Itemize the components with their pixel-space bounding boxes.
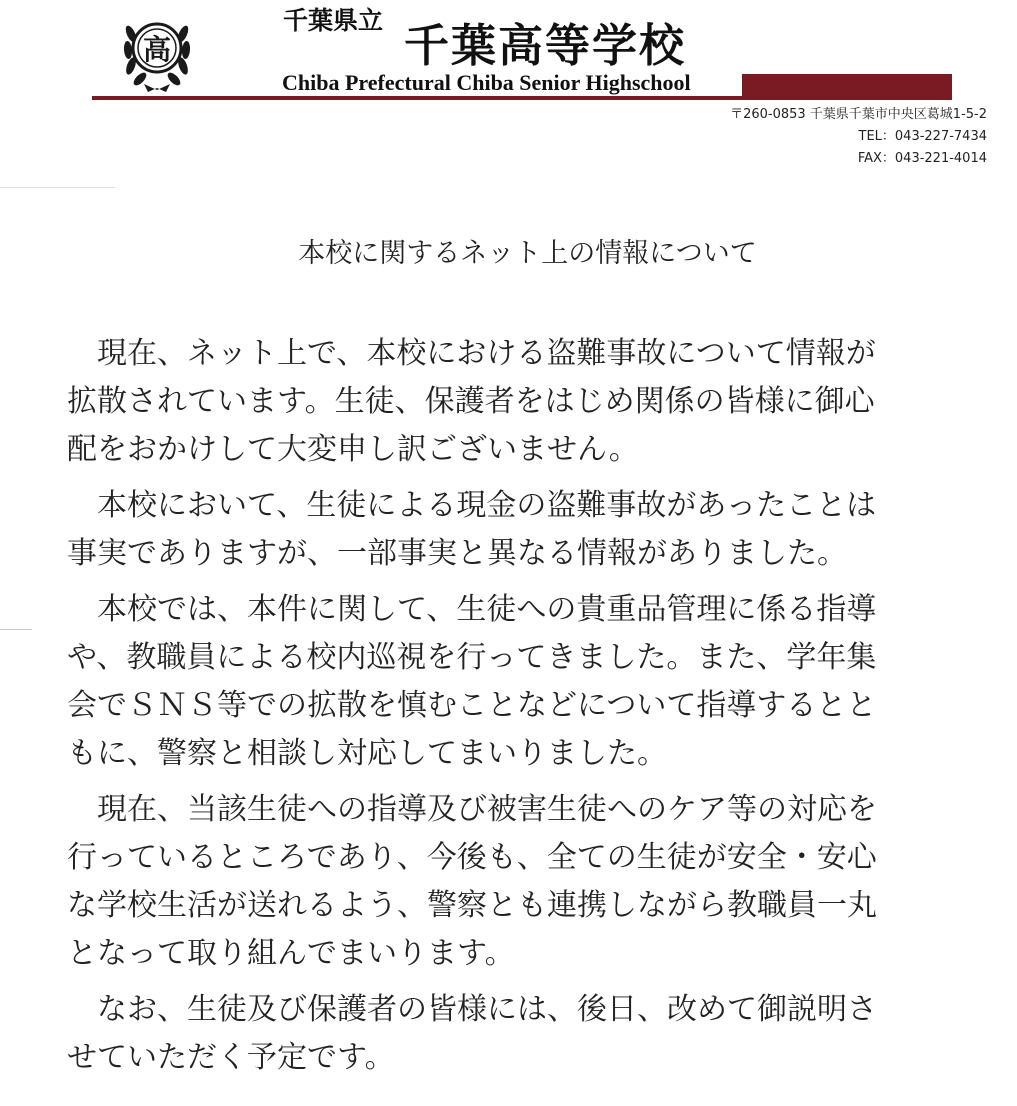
paragraph xyxy=(67,330,972,474)
text-line: せていただく予定です。 xyxy=(67,1040,395,1075)
emblem-character: 高 xyxy=(142,33,172,66)
text-line: 行っているところであり、今後も、全ての生徒が安全・安心 xyxy=(67,840,877,875)
prefecture-label: 千葉県立 xyxy=(283,6,384,35)
text-line: 配をおかけして大変申し訳ございません。 xyxy=(67,432,639,467)
school-name-english: Chiba Prefectural Chiba Senior Highschool xyxy=(282,70,691,95)
text-line: なお、生徒及び保護者の皆様には、後日、改めて御説明さ xyxy=(67,992,877,1027)
document-title: 本校に関するネット上の情報について xyxy=(298,238,757,269)
text-line: な学校生活が送れるよう、警察とも連携しながら教職員一丸 xyxy=(67,888,877,923)
paragraph xyxy=(67,586,972,778)
document-body xyxy=(67,330,972,1090)
fax-text: FAX：043-221-4014 xyxy=(857,151,987,166)
text-line: 本校では、本件に関して、生徒への貴重品管理に係る指導 xyxy=(67,592,877,627)
paragraph xyxy=(67,986,972,1082)
banner-strip xyxy=(742,74,952,96)
text-line: や、教職員による校内巡視を行ってきました。また、学年集 xyxy=(67,640,877,675)
text-line: もに、警察と相談し対応してまいりました。 xyxy=(67,736,667,771)
divider-line xyxy=(0,629,32,630)
text-line: 拡散されています。生徒、保護者をはじめ関係の皆様に御心 xyxy=(67,384,875,419)
text-line: となって取り組んでまいります。 xyxy=(67,936,515,971)
text-line: 現在、当該生徒への指導及び被害生徒へのケア等の対応を xyxy=(67,792,877,827)
school-emblem-icon xyxy=(122,4,192,92)
paragraph xyxy=(67,482,972,578)
page-header xyxy=(0,0,1017,180)
contact-info xyxy=(730,104,987,170)
school-name: 千葉高等学校 xyxy=(404,19,687,72)
tel-text: TEL：043-227-7434 xyxy=(858,129,987,144)
text-line: 現在、ネット上で、本校における盗難事故について情報が xyxy=(67,336,876,371)
text-line: 事実でありますが、一部事実と異なる情報がありました。 xyxy=(67,536,847,571)
address-text: 〒260-0853 千葉県千葉市中央区葛城1-5-2 xyxy=(730,107,987,122)
paragraph xyxy=(67,786,972,978)
text-line: 会でＳＮＳ等での拡散を慎むことなどについて指導するとと xyxy=(67,688,877,723)
divider-line xyxy=(0,187,115,188)
text-line: 本校において、生徒による現金の盗難事故があったことは xyxy=(67,488,877,523)
